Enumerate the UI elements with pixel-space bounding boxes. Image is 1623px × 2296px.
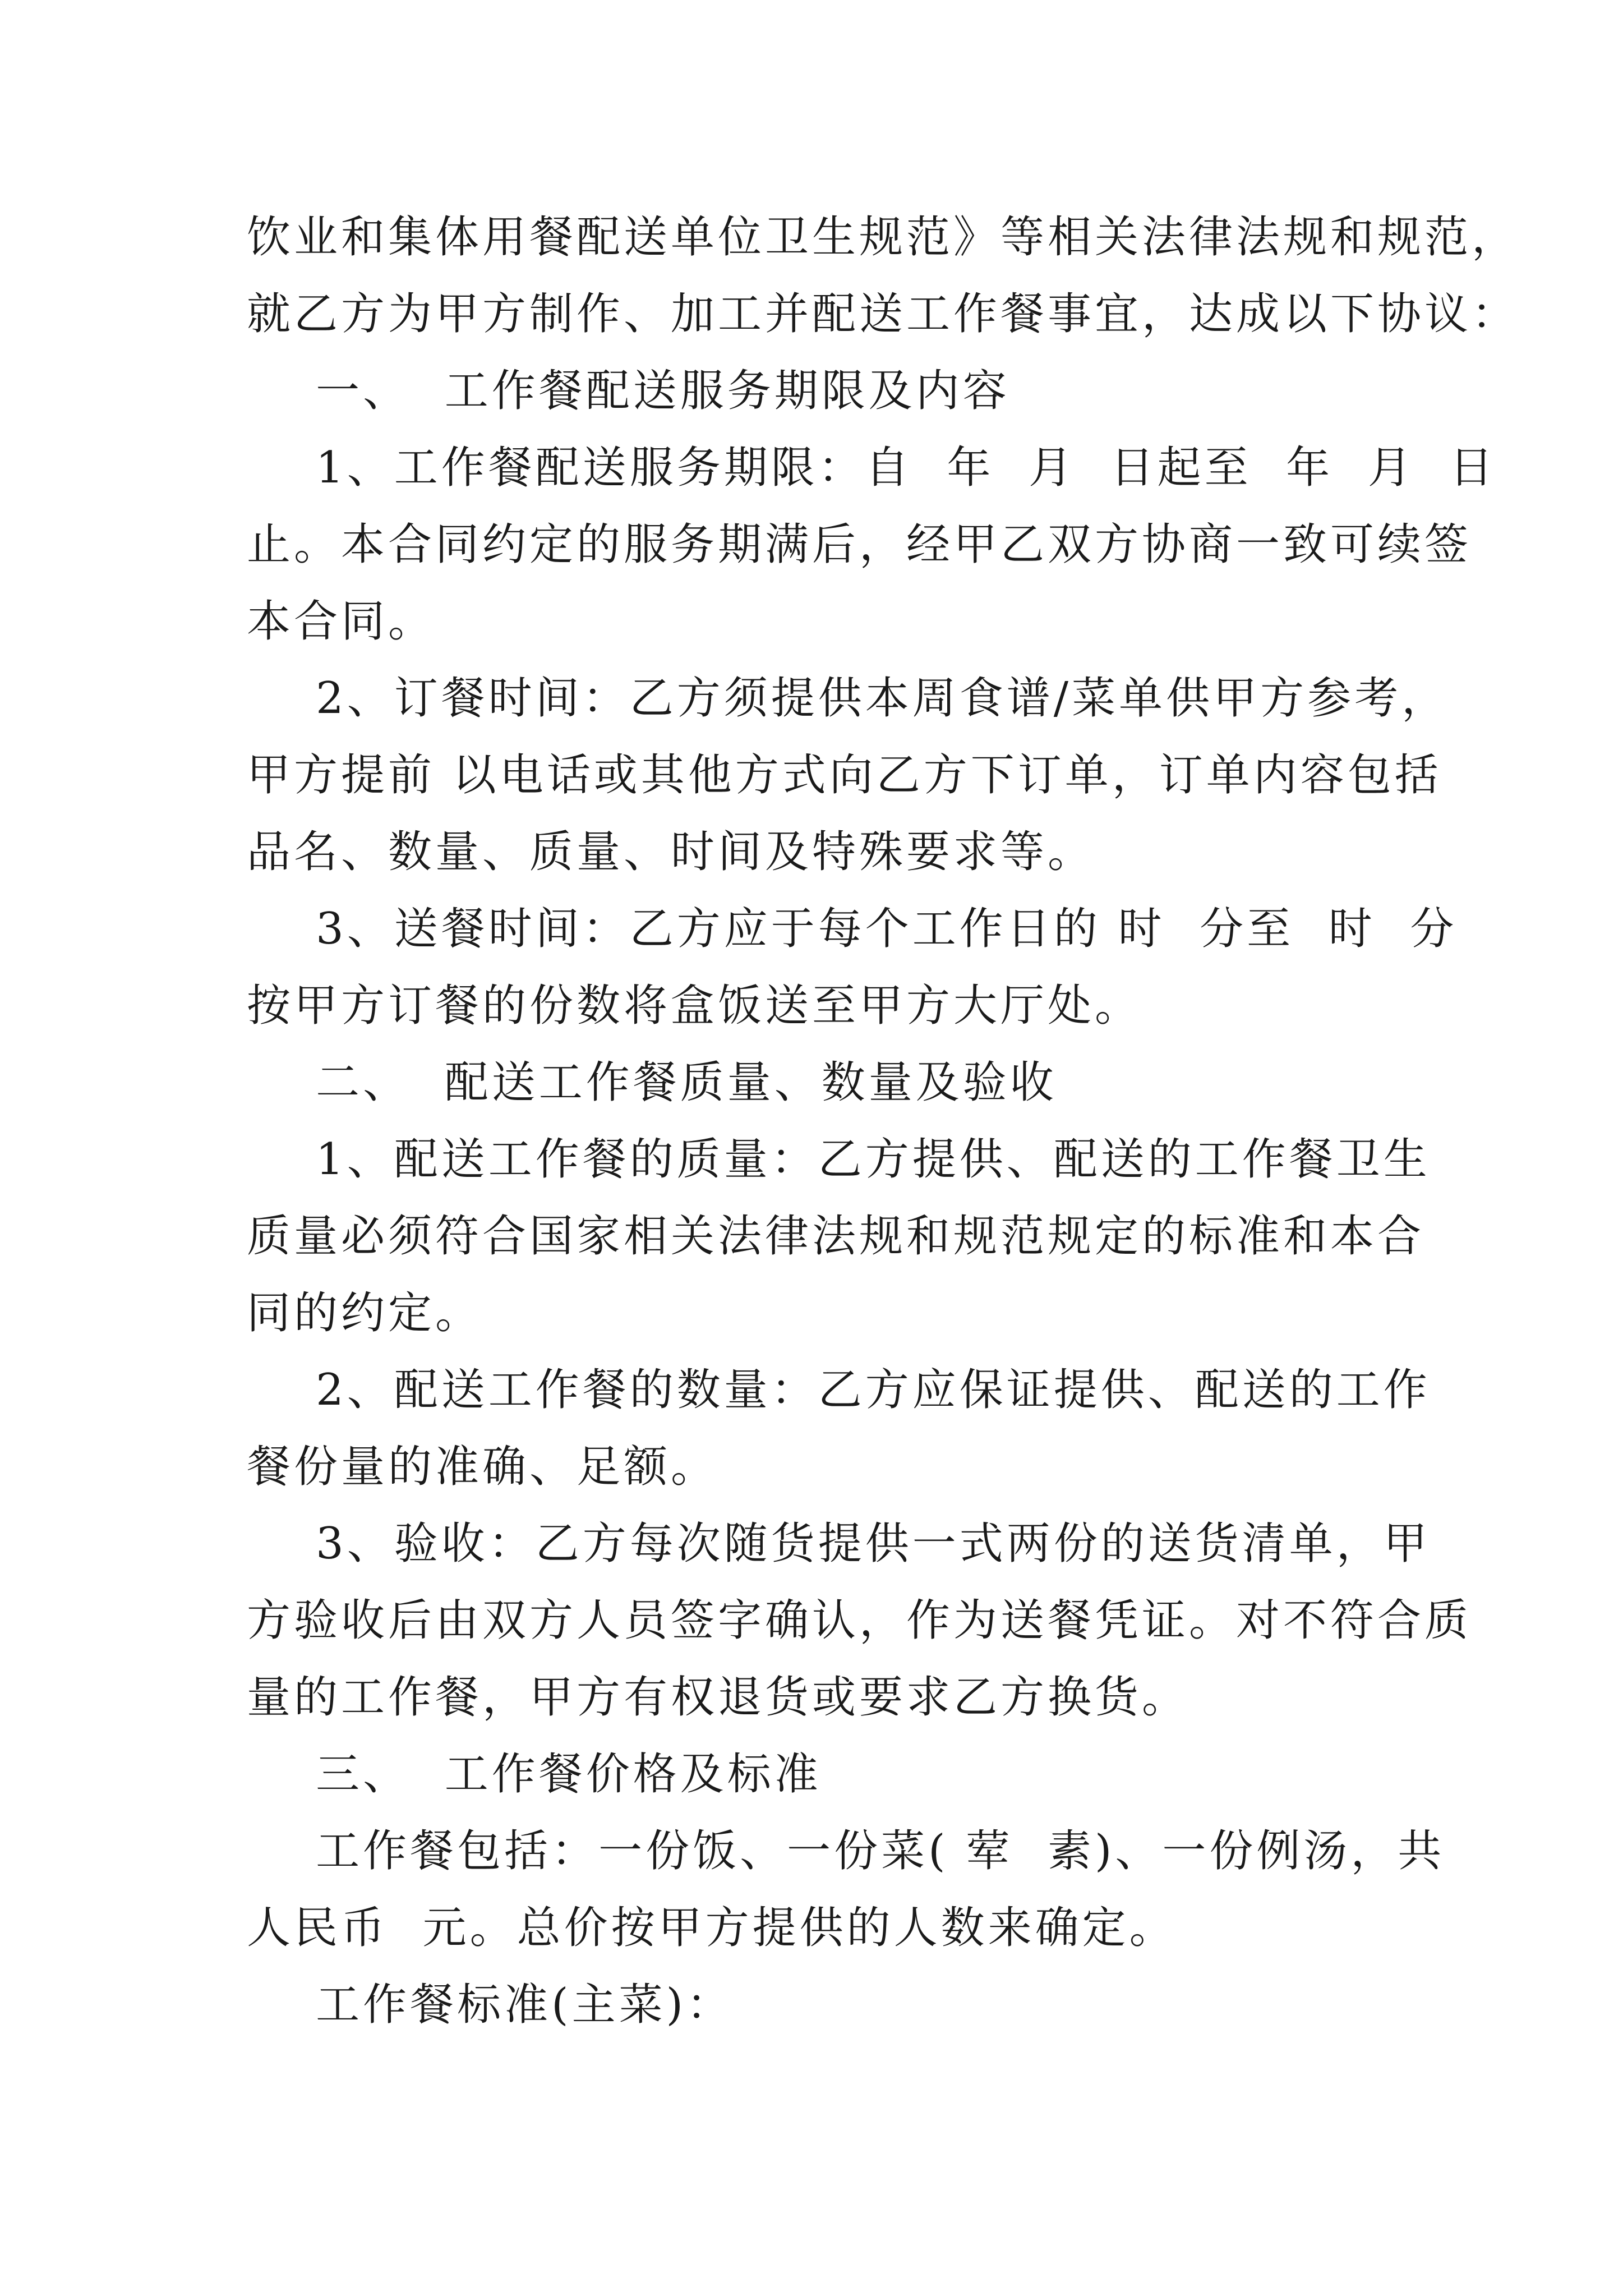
text-line: 质量必须符合国家相关法律法规和规范规定的标准和本合 — [247, 1211, 1425, 1262]
text-line: 人民币 元。总价按甲方提供的人数来确定。 — [247, 1903, 1177, 1953]
text-line: 按甲方订餐的份数将盒饭送至甲方大厅处。 — [247, 981, 1142, 1031]
section-heading: 一、 工作餐配送服务期限及内容 — [247, 366, 1010, 416]
text-line: 同的约定。 — [247, 1288, 483, 1338]
section-heading: 三、 工作餐价格及标准 — [247, 1749, 822, 1800]
text-line: 1、配送工作餐的质量：乙方提供、配送的工作餐卫生 — [247, 1134, 1431, 1185]
text-line: 工作餐包括：一份饭、一份菜( 荤 素)、一份例汤，共 — [247, 1826, 1445, 1876]
text-line: 工作餐标准(主菜)： — [247, 1980, 734, 2030]
text-line: 2、订餐时间：乙方须提供本周食谱/菜单供甲方参考， — [247, 673, 1449, 724]
text-line: 品名、数量、质量、时间及特殊要求等。 — [247, 827, 1095, 877]
text-line: 就乙方为甲方制作、加工并配送工作餐事宜，达成以下协议： — [247, 289, 1519, 339]
text-line: 1、工作餐配送服务期限：自 年 月 日起至 年 月 日 — [247, 443, 1497, 493]
text-line: 量的工作餐，甲方有权退货或要求乙方换货。 — [247, 1672, 1189, 1723]
text-line: 3、验收：乙方每次随货提供一式两份的送货清单，甲 — [247, 1519, 1431, 1569]
text-line: 止。本合同约定的服务期满后，经甲乙双方协商一致可续签 — [247, 519, 1472, 570]
text-line: 3、送餐时间：乙方应于每个工作日的 时 分至 时 分 — [247, 904, 1458, 954]
document-body — [247, 199, 1519, 2044]
text-line: 饮业和集体用餐配送单位卫生规范》等相关法律法规和规范， — [247, 212, 1519, 263]
text-line: 餐份量的准确、足额。 — [247, 1442, 718, 1492]
text-line: 甲方提前 以电话或其他方式向乙方下订单，订单内容包括 — [247, 750, 1442, 800]
section-heading: 二、 配送工作餐质量、数量及验收 — [247, 1057, 1057, 1108]
text-line: 方验收后由双方人员签字确认，作为送餐凭证。对不符合质 — [247, 1595, 1472, 1646]
text-line: 本合同。 — [247, 596, 436, 647]
text-line: 2、配送工作餐的数量：乙方应保证提供、配送的工作 — [247, 1365, 1431, 1415]
